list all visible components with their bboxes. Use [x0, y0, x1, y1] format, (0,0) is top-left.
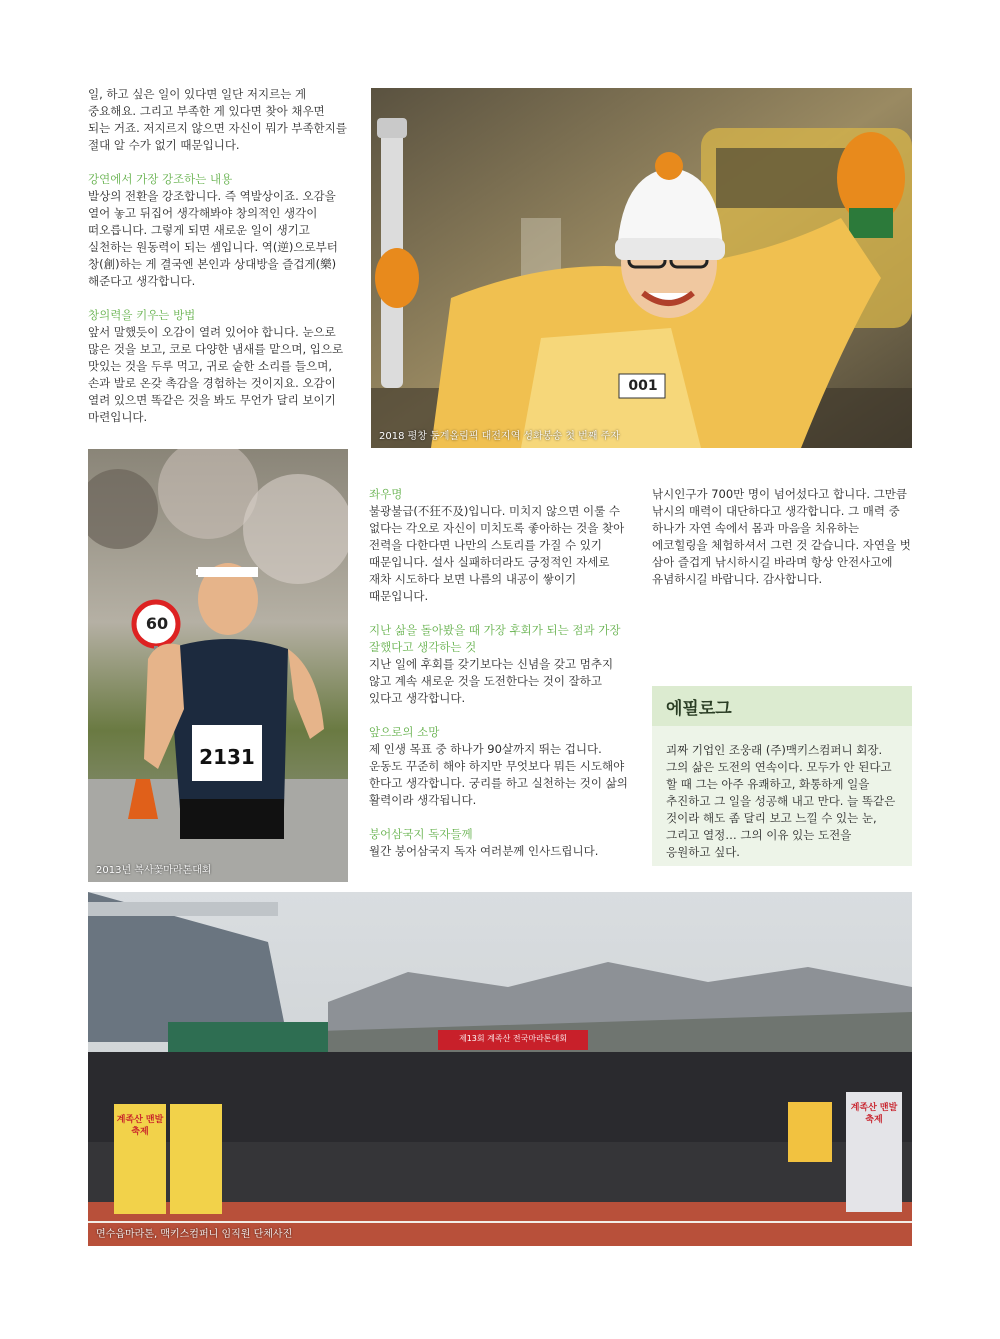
- text-line: 전력을 다한다면 나만의 스토리를 가질 수 있기: [369, 538, 603, 552]
- epilogue-box: [652, 686, 912, 866]
- text-line: 맛있는 것을 두루 먹고, 귀로 숱한 소리를 들으며,: [88, 359, 332, 373]
- text-line: 절대 알 수가 없기 때문입니다.: [88, 138, 240, 152]
- text-line: 않고 계속 새로운 것을 도전한다는 것이 잘하고: [369, 674, 603, 688]
- text-line: 중요해요. 그리고 부족한 게 있다면 찾아 채우면: [88, 104, 325, 118]
- epilogue-title: 에필로그: [666, 699, 732, 719]
- text-line: 할 때 그는 아주 유쾌하고, 화통하게 일을: [666, 777, 870, 791]
- photo-caption: 면수읍마라톤, 맥키스컴퍼니 임직원 단체사진: [96, 1229, 293, 1240]
- section-heading: 지난 삶을 돌아봤을 때 가장 후회가 되는 점과 가장: [369, 623, 621, 637]
- photo-caption: 2013년 복사꽃마라톤대회: [96, 865, 212, 876]
- torch-relay-illustration: [371, 88, 912, 448]
- text-line: 응원하고 싶다.: [666, 845, 740, 859]
- text-line: 제 인생 목표 중 하나가 90살까지 뛰는 겁니다.: [369, 742, 602, 756]
- section-heading: 강연에서 가장 강조하는 내용: [88, 172, 233, 186]
- text-line: 괴짜 기업인 조웅래 (주)맥키스컴퍼니 회장.: [666, 743, 883, 757]
- middle-column-text: [369, 486, 631, 860]
- group-photo: [88, 892, 912, 1246]
- text-line: 때문입니다. 설사 실패하더라도 긍정적인 자세로: [369, 555, 610, 569]
- text-line: 앞서 말했듯이 오감이 열려 있어야 합니다. 눈으로: [88, 325, 336, 339]
- text-line: 떠오릅니다. 그렇게 되면 새로운 일이 생기고: [88, 223, 310, 237]
- photo-caption: 2018 평창 동계올림픽 대전지역 성화봉송 첫 번째 주자: [379, 431, 620, 442]
- text-line: 일, 하고 싶은 일이 있다면 일단 저지르는 게: [88, 87, 307, 101]
- bib-number: 2131: [199, 745, 255, 769]
- runner-illustration: [88, 449, 348, 882]
- text-line: 월간 붕어삼국지 독자 여러분께 인사드립니다.: [369, 844, 599, 858]
- right-column-text: [652, 486, 914, 588]
- text-line: 활력이라 생각됩니다.: [369, 793, 477, 807]
- text-line: 열어 놓고 뒤집어 생각해봐야 창의적인 생각이: [88, 206, 318, 220]
- text-line: 하나가 자연 속에서 몸과 마음을 치유하는: [652, 521, 860, 535]
- text-line: 한다고 생각합니다. 궁리를 하고 실천하는 것이 삶의: [369, 776, 628, 790]
- section-heading: 앞으로의 소망: [369, 725, 440, 739]
- text-line: 없다는 각오로 자신이 미치도록 좋아하는 것을 찾아: [369, 521, 625, 535]
- speed-sign-number: 60: [145, 614, 169, 633]
- bib-number: 001: [628, 378, 658, 394]
- text-line: 추진하고 그 일을 성공해 내고 만다. 늘 똑같은: [666, 794, 896, 808]
- text-line: 것이라 해도 좀 달리 보고 느낄 수 있는 눈,: [666, 811, 877, 825]
- text-line: 열려 있으면 똑같은 것을 봐도 무언가 달리 보이기: [88, 393, 336, 407]
- text-line: 삼아 즐겁게 낚시하시길 바라며 항상 안전사고에: [652, 555, 893, 569]
- text-line: 운동도 꾸준히 해야 하지만 무엇보다 뭐든 시도해야: [369, 759, 625, 773]
- event-banner-text: 제13회 계족산 전국마라톤대회: [458, 1034, 567, 1043]
- text-line: 불광불급(不狂不及)입니다. 미치지 않으면 이룰 수: [369, 504, 620, 518]
- text-line: 에코힐링을 체험하셔서 그런 것 같습니다. 자연을 벗: [652, 538, 911, 552]
- torch-relay-photo: [371, 88, 912, 448]
- section-heading: 좌우명: [369, 487, 403, 501]
- marathon-runner-photo: [88, 449, 348, 882]
- text-line: 그의 삶은 도전의 연속이다. 모두가 안 된다고: [666, 760, 892, 774]
- text-line: 있다고 생각합니다.: [369, 691, 466, 705]
- flag-text-left: 계족산 맨발축제: [116, 1115, 164, 1137]
- text-line: 마련입니다.: [88, 410, 148, 424]
- epilogue-body: [666, 742, 902, 861]
- text-line: 낚시의 매력이 대단하다고 생각합니다. 그 매력 중: [652, 504, 900, 518]
- text-line: 창(創)하는 게 결국엔 본인과 상대방을 즐겁게(樂): [88, 257, 337, 271]
- text-line: 낚시인구가 700만 명이 넘어섰다고 합니다. 그만큼: [652, 487, 907, 501]
- text-line: 그리고 열정… 그의 이유 있는 도전을: [666, 828, 852, 842]
- text-line: 실천하는 원동력이 되는 셈입니다. 역(逆)으로부터: [88, 240, 338, 254]
- flag-text-right: 계족산 맨발축제: [850, 1103, 898, 1125]
- text-line: 발상의 전환을 강조합니다. 즉 역발상이죠. 오감을: [88, 189, 336, 203]
- section-heading: 붕어삼국지 독자들께: [369, 827, 473, 841]
- section-heading: 창의력을 키우는 방법: [88, 308, 196, 322]
- text-line: 유념하시길 바랍니다. 감사합니다.: [652, 572, 823, 586]
- text-line: 재차 시도하다 보면 나름의 내공이 쌓이기: [369, 572, 577, 586]
- text-line: 때문입니다.: [369, 589, 429, 603]
- section-heading: 잘했다고 생각하는 것: [369, 640, 477, 654]
- text-line: 해준다고 생각합니다.: [88, 274, 196, 288]
- intro-text: [88, 86, 358, 426]
- text-line: 지난 일에 후회를 갖기보다는 신념을 갖고 멈추지: [369, 657, 614, 671]
- text-line: 손과 발로 온갖 촉감을 경험하는 것이지요. 오감이: [88, 376, 336, 390]
- text-line: 많은 것을 보고, 코로 다양한 냄새를 맡으며, 입으로: [88, 342, 344, 356]
- group-photo-illustration: [88, 892, 912, 1246]
- text-line: 되는 거죠. 저지르지 않으면 자신이 뭐가 부족한지를: [88, 121, 347, 135]
